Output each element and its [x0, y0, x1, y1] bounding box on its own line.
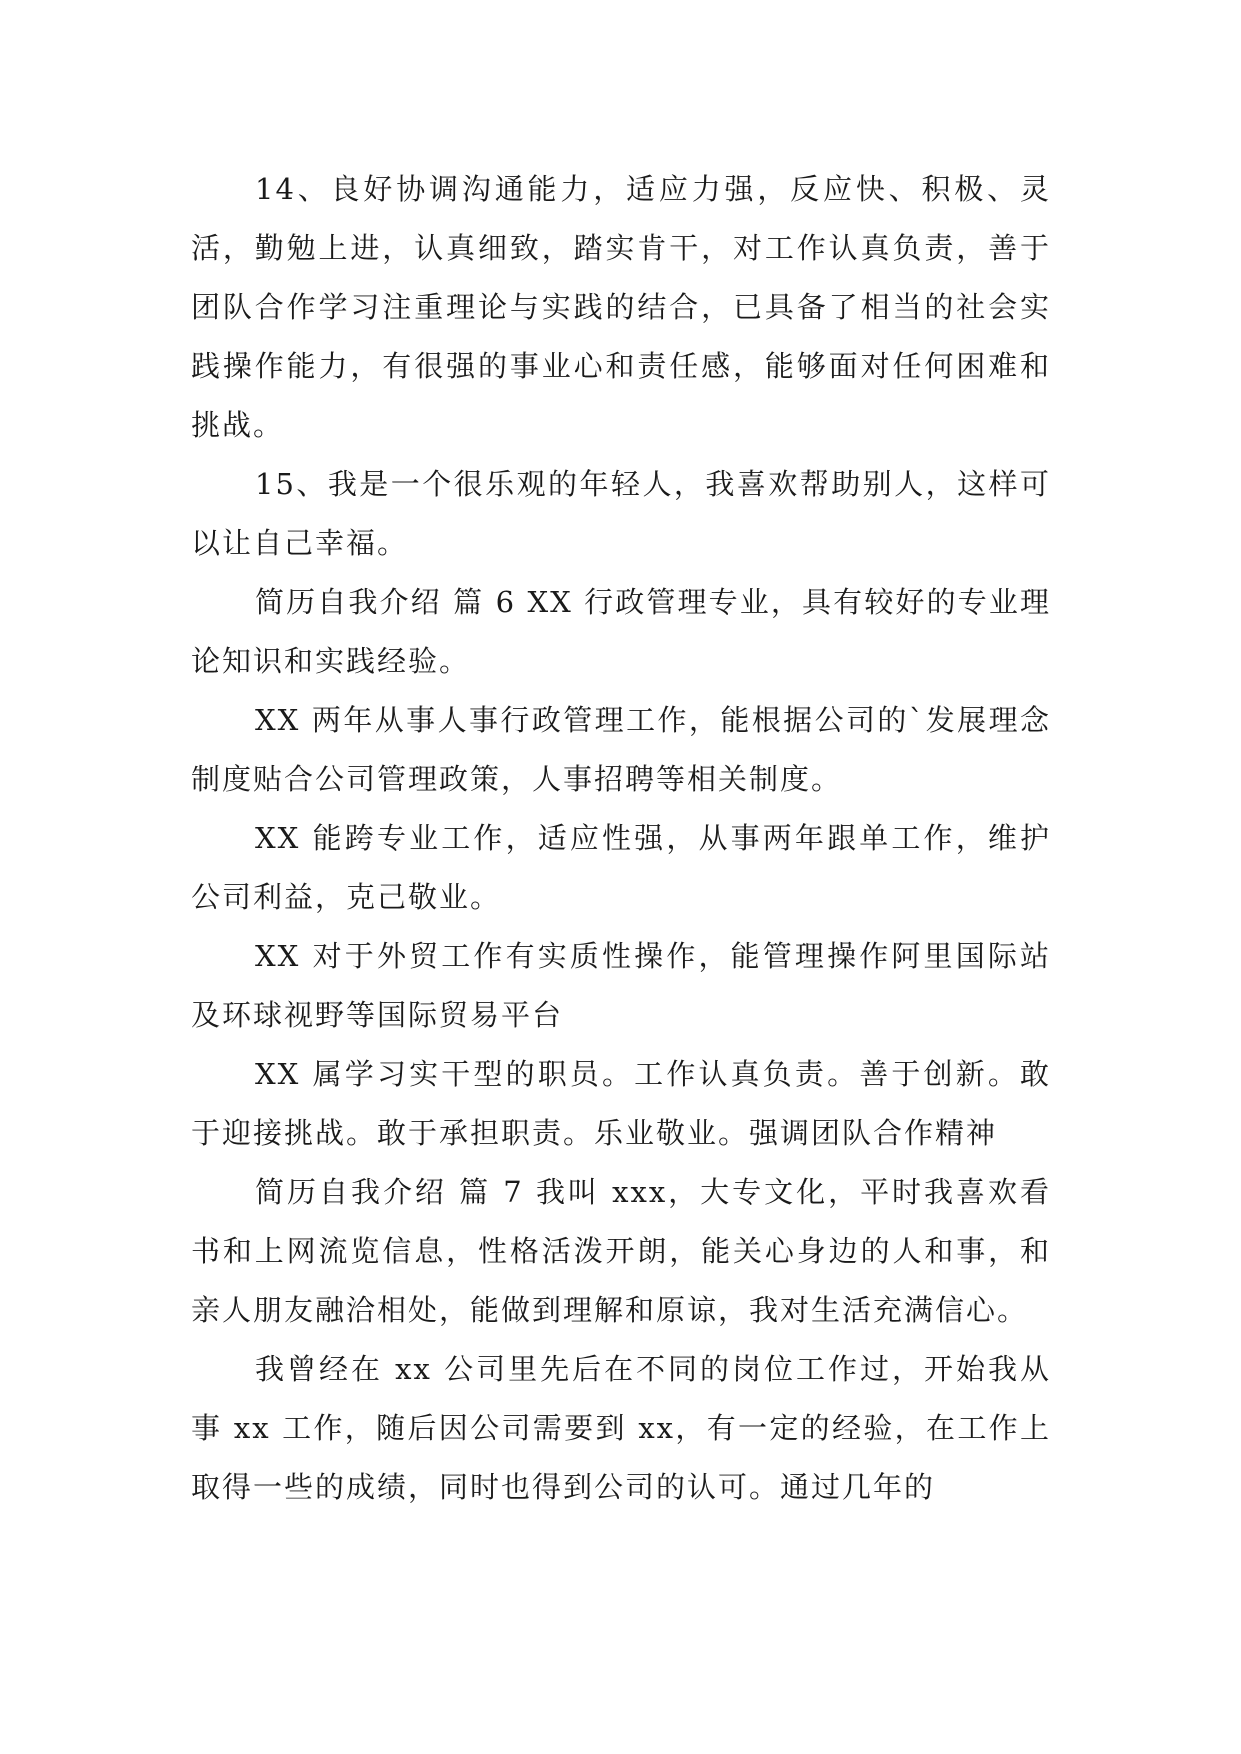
document-body — [191, 160, 1051, 1517]
paragraph-cross-discipline: XX 能跨专业工作，适应性强，从事两年跟单工作，维护公司利益，克己敬业。 — [191, 821, 1051, 914]
paragraph-foreign-trade: XX 对于外贸工作有实质性操作，能管理操作阿里国际站及环球视野等国际贸易平台 — [191, 939, 1051, 1032]
paragraph-section-7-intro: 简历自我介绍 篇 7 我叫 xxx，大专文化，平时我喜欢看书和上网流览信息，性格活泼开朗，能关心身边的人和事，和亲人朋友融洽相处，能做到理解和原谅，我对生活充满信心。 — [191, 1175, 1051, 1327]
paragraph-work-attitude: XX 属学习实干型的职员。工作认真负责。善于创新。敢于迎接挑战。敢于承担职责。乐业敬业。强调团队合作精神 — [191, 1057, 1051, 1150]
paragraph-work-history: 我曾经在 xx 公司里先后在不同的岗位工作过，开始我从事 xx 工作，随后因公司需要到 xx，有一定的经验，在工作上取得一些的成绩，同时也得到公司的认可。通过几年的 — [191, 1352, 1051, 1504]
paragraph-hr-experience: XX 两年从事人事行政管理工作，能根据公司的`发展理念制度贴合公司管理政策，人事招聘等相关制度。 — [191, 703, 1051, 796]
paragraph-item-15: 15、我是一个很乐观的年轻人，我喜欢帮助别人，这样可以让自己幸福。 — [191, 467, 1051, 560]
paragraph-section-6-intro: 简历自我介绍 篇 6 XX 行政管理专业，具有较好的专业理论知识和实践经验。 — [191, 585, 1051, 678]
paragraph-item-14: 14、良好协调沟通能力，适应力强，反应快、积极、灵活，勤勉上进，认真细致，踏实肯干，对工作认真负责，善于团队合作学习注重理论与实践的结合，已具备了相当的社会实践操作能力，有很强的事业心和责任感，能够面对任何困难和挑战。 — [191, 172, 1051, 442]
